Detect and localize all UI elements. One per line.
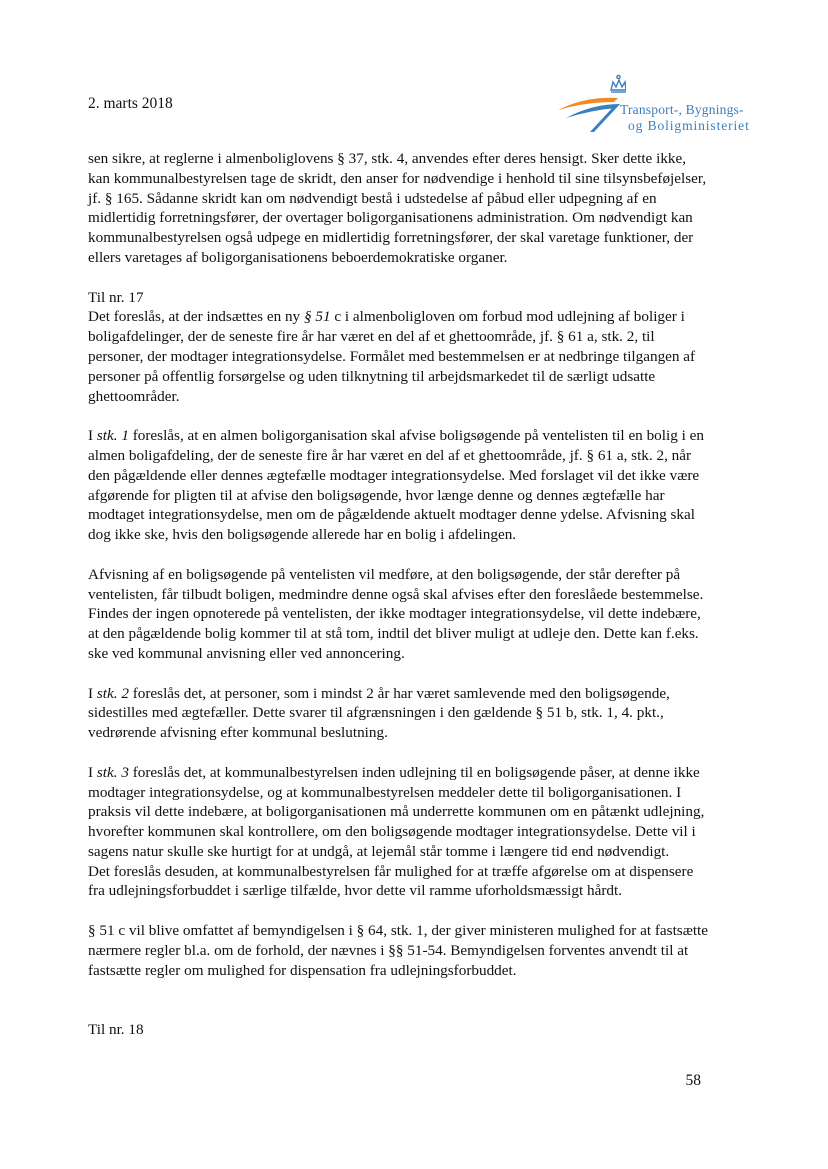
ministry-logo xyxy=(556,74,776,140)
document-body xyxy=(88,149,710,1040)
paragraph-7: Det foreslås desuden, at kommunalbestyrelsen får mulighed for at træffe afgørelse om at dispensere fra udlejningsforbuddet i særlige tilfælde, hvor dette vil ramme uforholdsmæssigt hårdt. xyxy=(88,862,694,900)
logo-line-1: Transport-, Bygnings- xyxy=(620,102,744,117)
paragraph-8: § 51 c vil blive omfattet af bemyndigelsen i § 64, stk. 1, der giver ministeren mulighed for at fastsætte nærmere regler bl.a. om de forhold, der nævnes i §§ 51-54. Bemyndigelsen forventes anvendt til at fastsætte regler om mulighed for dispensation fra udlejningsforbuddet. xyxy=(88,922,709,979)
crown-swoosh-icon xyxy=(556,74,626,136)
document-date: 2. marts 2018 xyxy=(88,95,173,112)
paragraph-5: I stk. 2 foreslås det, at personer, som i mindst 2 år har været samlevende med den boligsøgende, sidestilles med ægtefæller. Dette svarer til afgrænsningen i den gældende § 51 b, stk. 1, 4. pkt., vedrørende afvisning efter kommunal beslutning. xyxy=(88,684,670,742)
heading-til-nr-17: Til nr. 17 xyxy=(88,288,144,306)
paragraph-6: I stk. 3 foreslås det, at kommunalbestyrelsen inden udlejning til en boligsøgende påser, at denne ikke modtager integrationsydelse, og at kommunalbestyrelsen meddeler dette til boligorganisationen. I praksis vil dette indebære, at boligorganisationen må underrette kommunen om en påtænkt udlejning, hvorefter kommunen skal kontrollere, om den boligsøgende modtager integrationsydelse. Dette vil i sagens natur skulle ske hurtigt for at undgå, at lejemål står tomme i længere tid end nødvendigt. xyxy=(88,763,705,860)
paragraph-1: sen sikre, at reglerne i almenboliglovens § 37, stk. 4, anvendes efter deres hensigt. Sker dette ikke, kan kommunalbestyrelsen tage de skridt, den anser for nødvendige i henhold til sine tilsynsbeføjelser, jf. § 165. Sådanne skridt kan om nødvendigt bestå i udstedelse af påbud eller udpegning af en midlertidig forretningsfører, der overtager boligorganisationens administration. Om nødvendigt kan kommunalbestyrelsen også udpege en midlertidig forretningsfører, der skal varetage funktioner, der ellers varetages af boligorganisationens beboerdemokratiske organer. xyxy=(88,150,707,266)
page-number: 58 xyxy=(685,1072,701,1089)
heading-til-nr-18: Til nr. 18 xyxy=(88,1021,144,1039)
paragraph-2: Det foreslås, at der indsættes en ny § 51 c i almenboligloven om forbud mod udlejning af boliger i boligafdelinger, der de seneste fire år har været en del af et ghettoområde, jf. § 61 a, stk. 2, til personer, der modtager integrationsydelse. Formålet med bestemmelsen er at nedbringe tilgangen af personer på offentlig forsørgelse og uden tilknytning til arbejdsmarkedet til de særligt udsatte ghettoområder. xyxy=(88,308,696,405)
paragraph-4: Afvisning af en boligsøgende på ventelisten vil medføre, at den boligsøgende, der står derefter på ventelisten, får tilbudt boligen, medmindre denne også skal afvises efter den foreslåede bestemmelse. Findes der ingen opnoterede på ventelisten, der ikke modtager integrationsydelse, vil dette indebære, at den pågældende bolig kommer til at stå tom, indtil det bliver muligt at udleje den. Dette kan f.eks. ske ved kommunal anvisning eller ved annoncering. xyxy=(88,565,704,662)
paragraph-3: I stk. 1 foreslås, at en almen boligorganisation skal afvise boligsøgende på ventelisten til en bolig i en almen boligafdeling, der de seneste fire år har været en del af et ghettoområde, jf. § 61 a, stk. 2, når den pågældende eller dennes ægtefælle modtager integrationsydelse. Med forslaget vil det ikke være afgørende for pligten til at afvise den boligsøgende, hvor længe denne og dennes ægtefælle har modtaget integrationsydelse, men om de pågældende aktuelt modtager denne ydelse. Afvisning skal dog ikke ske, hvis den boligsøgende allerede har en bolig i afdelingen. xyxy=(88,427,704,544)
logo-line-2: og Boligministeriet xyxy=(628,118,750,133)
